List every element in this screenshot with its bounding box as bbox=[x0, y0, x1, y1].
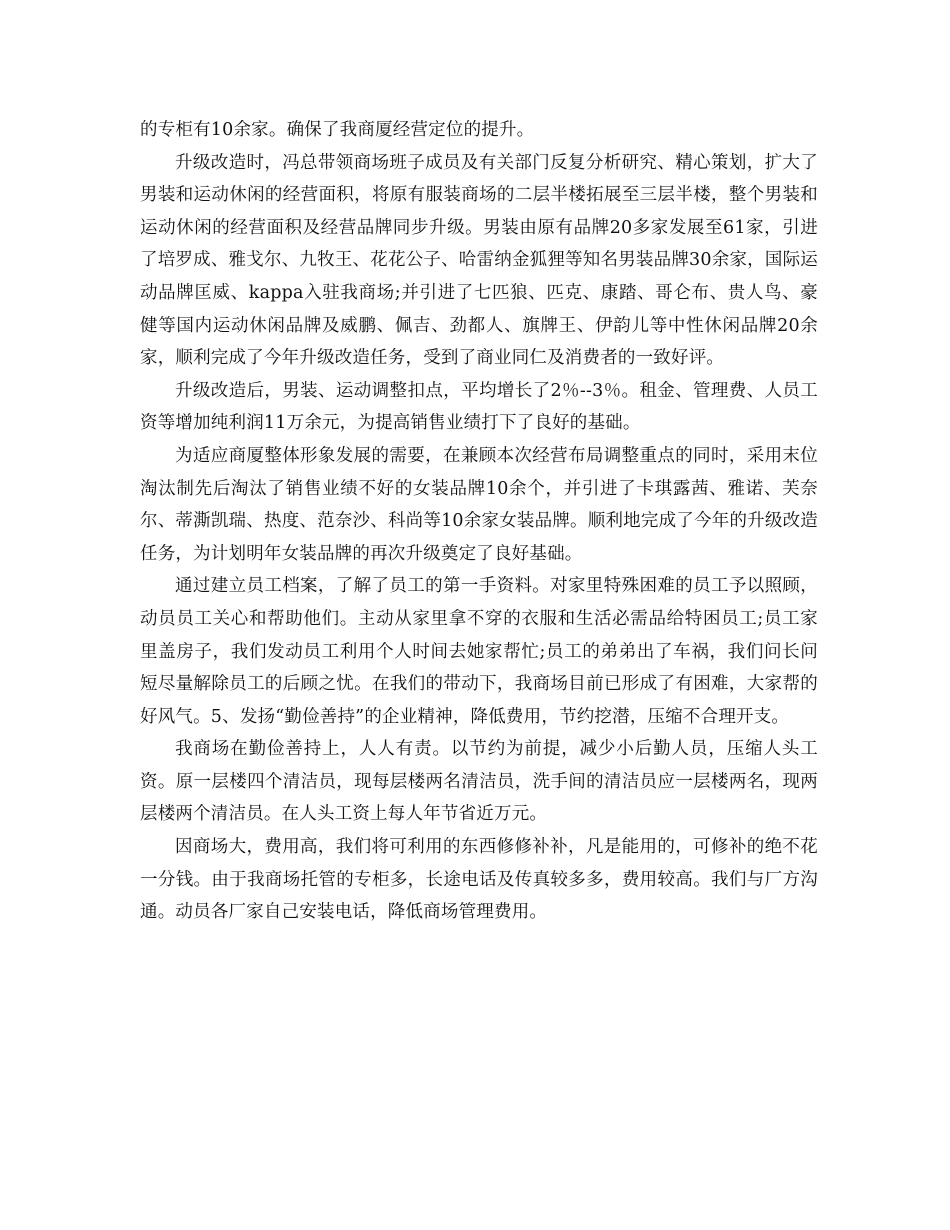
paragraph-upgrade-results: 升级改造后，男装、运动调整扣点，平均增长了2％--3％。租金、管理费、人员工资等增加纯利润11万余元，为提高销售业绩打下了良好的基础。 bbox=[140, 380, 818, 434]
paragraph-continuation: 的专柜有10余家。确保了我商厦经营定位的提升。 bbox=[140, 120, 535, 140]
paragraph-cost-reduction: 因商场大，费用高，我们将可利用的东西修修补补，凡是能用的，可修补的绝不花一分钱。由于我商场托管的专柜多，长途电话及传真较多多，费用较高。我们与厂方沟通。动员各厂家自己安装电话，降低商场管理费用。 bbox=[140, 837, 818, 923]
paragraph-upgrade-menswear: 升级改造时，冯总带领商场班子成员及有关部门反复分析研究、精心策划，扩大了男装和运动休闲的经营面积，将原有服装商场的二层半楼拓展至三层半楼，整个男装和运动休闲的经营面积及经营品牌同步升级。男装由原有品牌20多家发展至61家，引进了培罗成、雅戈尔、九牧王、花花公子、哈雷纳金狐狸等知名男装品牌30余家，国际运动品牌匡威、kappa入驻我商场;并引进了七匹狼、匹克、康踏、哥仑布、贵人鸟、豪健等国内运动休闲品牌及威鹏、佩吉、劲都人、旗牌王、伊韵儿等中性休闲品牌20余家，顺利完成了今年升级改造任务，受到了商业同仁及消费者的一致好评。 bbox=[140, 152, 818, 369]
paragraph-frugality: 我商场在勤俭善持上，人人有责。以节约为前提，减少小后勤人员，压缩人头工资。原一层楼四个清洁员，现每层楼两名清洁员，洗手间的清洁员应一层楼两名，现两层楼两个清洁员。在人头工资上每人年节省近万元。 bbox=[140, 739, 818, 825]
paragraph-womenswear: 为适应商厦整体形象发展的需要，在兼顾本次经营布局调整重点的同时，采用末位淘汰制先后淘汰了销售业绩不好的女装品牌10余个，并引进了卡琪露茜、雅诺、芙奈尔、蒂澌凯瑞、热度、范奈沙、科尚等10余家女装品牌。顺利地完成了今年的升级改造任务，为计划明年女装品牌的再次升级奠定了良好基础。 bbox=[140, 445, 818, 564]
document-body bbox=[140, 114, 818, 929]
paragraph-employee-care: 通过建立员工档案，了解了员工的第一手资料。对家里特殊困难的员工予以照顾，动员员工关心和帮助他们。主动从家里拿不穿的衣服和生活必需品给特困员工;员工家里盖房子，我们发动员工利用个人时间去她家帮忙;员工的弟弟出了车祸，我们问长问短尽量解除员工的后顾之忧。在我们的带动下，我商场目前已形成了有困难，大家帮的好风气。5、发扬“勤俭善持”的企业精神，降低费用，节约挖潜，压缩不合理开支。 bbox=[140, 576, 818, 727]
